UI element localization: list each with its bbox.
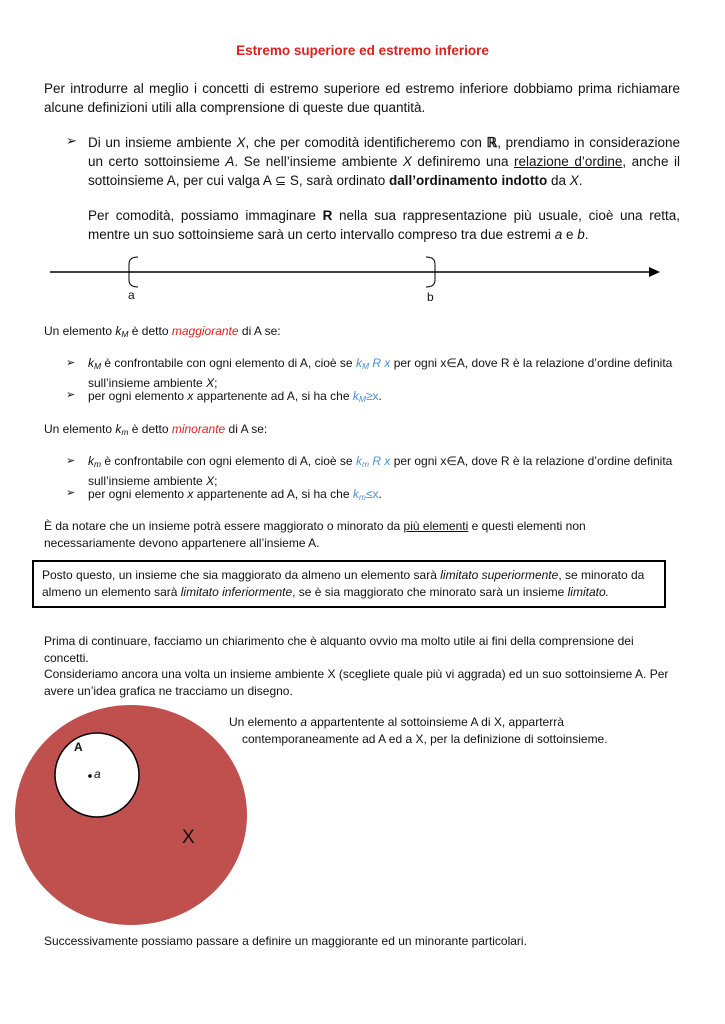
label-set-x: X (182, 827, 195, 848)
minorante-heading: Un elemento $k_m$ è detto minorante di A se: (44, 422, 268, 437)
arrow-right-icon (649, 267, 660, 277)
page-title: Estremo superiore ed estremo inferiore (236, 43, 489, 58)
label-point-a: a (94, 767, 101, 781)
set-x-ellipse (14, 704, 248, 926)
maggiorante-bullet-2: per ogni elemento x appartenente ad A, si ha che $k_M\ge x$. (88, 389, 382, 404)
label-a: a (128, 288, 135, 302)
arrow-bullet-icon: ➢ (66, 133, 77, 148)
intro-paragraph: Per introdurre al meglio i concetti di estremo superiore ed estremo inferiore dobbiamo prima richiamare alcune definizioni utili alla comprensione di queste due quantità. (44, 81, 680, 115)
diagram-explanation-line2: contemporaneamente ad A ed a X, per la definizione di sottoinsieme. (242, 732, 608, 746)
arrow-bullet-icon: ➢ (66, 487, 76, 499)
label-b: b (427, 290, 434, 304)
maggiorante-heading: Un elemento $k_M$ è detto maggiorante di A se: (44, 324, 281, 339)
definition-box-text: Posto questo, un insieme che sia maggiorato da almeno un elemento sarà limitato superiormente, se minorato da almeno un elemento sarà limitato inferiormente, se è sia maggiorato che minorato sarà un insieme limitato. (42, 568, 645, 599)
number-line-diagram (0, 250, 725, 310)
note-paragraph: È da notare che un insieme potrà essere maggiorato o minorato da più elementi e questi elementi non necessariamente devono appartenere all’insieme A. (44, 519, 586, 550)
bullet-insieme-ambiente: Di un insieme ambiente X, che per comodità identificheremo con ℝ, prendiamo in considerazione un certo sottoinsieme A. Se nell’insieme ambiente X definiremo una relazione d’ordine, anche il sottoinsieme A, per cui valga A ⊆ S, sarà ordinato dall’ordinamento indotto da X. (88, 135, 681, 188)
chiarimento-paragraph: Prima di continuare, facciamo un chiarimento che è alquanto ovvio ma molto utile ai fini della comprensione dei concetti. (44, 634, 634, 665)
label-set-a: A (74, 740, 83, 754)
maggiorante-bullet-1: $k_M$ è confrontabile con ogni elemento di A, cioè se $k_M$ R x per ogni x∈A, dove R è la relazione d’ordine definita sull’insieme ambiente X; (88, 356, 673, 390)
paragraph-retta: Per comodità, possiamo immaginare R nella sua rappresentazione più usuale, cioè una retta, mentre un suo sottoinsieme sarà un certo intervallo compreso tra due estremi a e b. (88, 208, 681, 242)
minorante-bullet-2: per ogni elemento x appartenente ad A, si ha che $k_m\le x$. (88, 487, 382, 502)
set-diagram (10, 700, 255, 930)
arrow-bullet-icon: ➢ (66, 455, 76, 467)
final-paragraph: Successivamente possiamo passare a definire un maggiorante ed un minorante particolari. (44, 934, 527, 948)
diagram-explanation-line1: Un elemento a appartentente al sottoinsieme A di X, apparterrà (229, 715, 564, 729)
arrow-bullet-icon: ➢ (66, 357, 76, 369)
insieme-paragraph: Consideriamo ancora una volta un insieme ambiente X (scegliete quale più vi aggrada) ed un suo sottoinsieme A. Per avere un’idea grafica ne tracciamo un disegno. (44, 667, 669, 698)
point-a-dot (88, 774, 92, 778)
minorante-bullet-1: $k_m$ è confrontabile con ogni elemento di A, cioè se $k_m$ R x per ogni x∈A, dove R è la relazione d’ordine definita sull’insieme ambiente X; (88, 454, 673, 488)
arrow-bullet-icon: ➢ (66, 389, 76, 401)
